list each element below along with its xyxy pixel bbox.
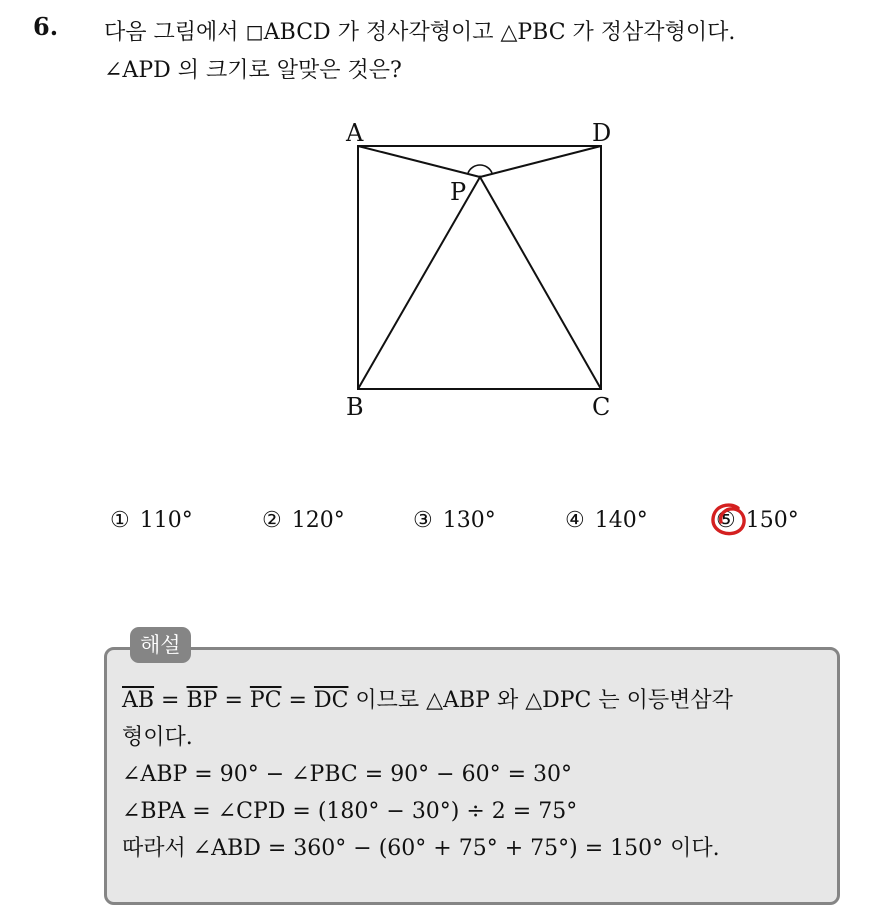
solution-body	[122, 682, 834, 867]
answer-choices	[0, 508, 884, 548]
label-b: B	[346, 393, 364, 421]
choice-1-number: ①	[110, 508, 130, 533]
segment-pc: $\overline{PC}$	[249, 688, 282, 713]
choice-4-value: 140°	[594, 508, 648, 533]
solution-line-5: 따라서 ∠ABD = 360° − (60° + 75° + 75°) = 150° 이다.	[122, 836, 720, 861]
choice-2[interactable]	[262, 508, 345, 533]
choice-5[interactable]	[716, 508, 799, 533]
question-text	[104, 14, 874, 90]
choice-2-number: ②	[262, 508, 282, 533]
choice-1[interactable]	[110, 508, 193, 533]
label-p: P	[450, 178, 467, 206]
question-line-2: ∠APD 의 크기로 알맞은 것은?	[104, 58, 402, 83]
solution-line-2: 형이다.	[122, 725, 193, 750]
solution-tag: 해설	[130, 627, 191, 663]
label-a: A	[346, 119, 364, 147]
choice-4-number: ④	[565, 508, 585, 533]
triangle-pbc	[358, 177, 601, 389]
square-abcd	[358, 146, 601, 389]
square-triangle-figure	[330, 110, 630, 430]
choice-3[interactable]	[413, 508, 496, 533]
equals-1: =	[154, 688, 187, 713]
choice-5-value: 150°	[745, 508, 799, 533]
label-d: D	[592, 119, 612, 147]
choice-5-number	[716, 508, 736, 533]
segment-dp	[480, 146, 601, 177]
equals-3: =	[281, 688, 314, 713]
question-line-1: 다음 그림에서 ◻ABCD 가 정사각형이고 △PBC 가 정삼각형이다.	[104, 20, 736, 45]
solution-line-1	[122, 682, 834, 719]
segment-ap	[358, 146, 480, 177]
choice-4[interactable]	[565, 508, 648, 533]
choice-2-value: 120°	[291, 508, 345, 533]
angle-apd-arc	[468, 165, 492, 173]
segment-bp: $\overline{BP}$	[186, 688, 218, 713]
choice-5-number-text: ⑤	[716, 508, 736, 533]
choice-3-number: ③	[413, 508, 433, 533]
label-c: C	[592, 393, 611, 421]
choice-3-value: 130°	[442, 508, 496, 533]
solution-line-1-rest: 이므로 △ABP 와 △DPC 는 이등변삼각	[348, 688, 733, 713]
equals-2: =	[217, 688, 250, 713]
segment-dc: $\overline{DC}$	[313, 688, 349, 713]
solution-line-3: ∠ABP = 90° − ∠PBC = 90° − 60° = 30°	[122, 762, 573, 787]
question-number: 6.	[33, 12, 59, 41]
choice-1-value: 110°	[139, 508, 193, 533]
solution-line-4: ∠BPA = ∠CPD = (180° − 30°) ÷ 2 = 75°	[122, 799, 578, 824]
segment-ab: $\overline{AB}$	[122, 688, 155, 713]
